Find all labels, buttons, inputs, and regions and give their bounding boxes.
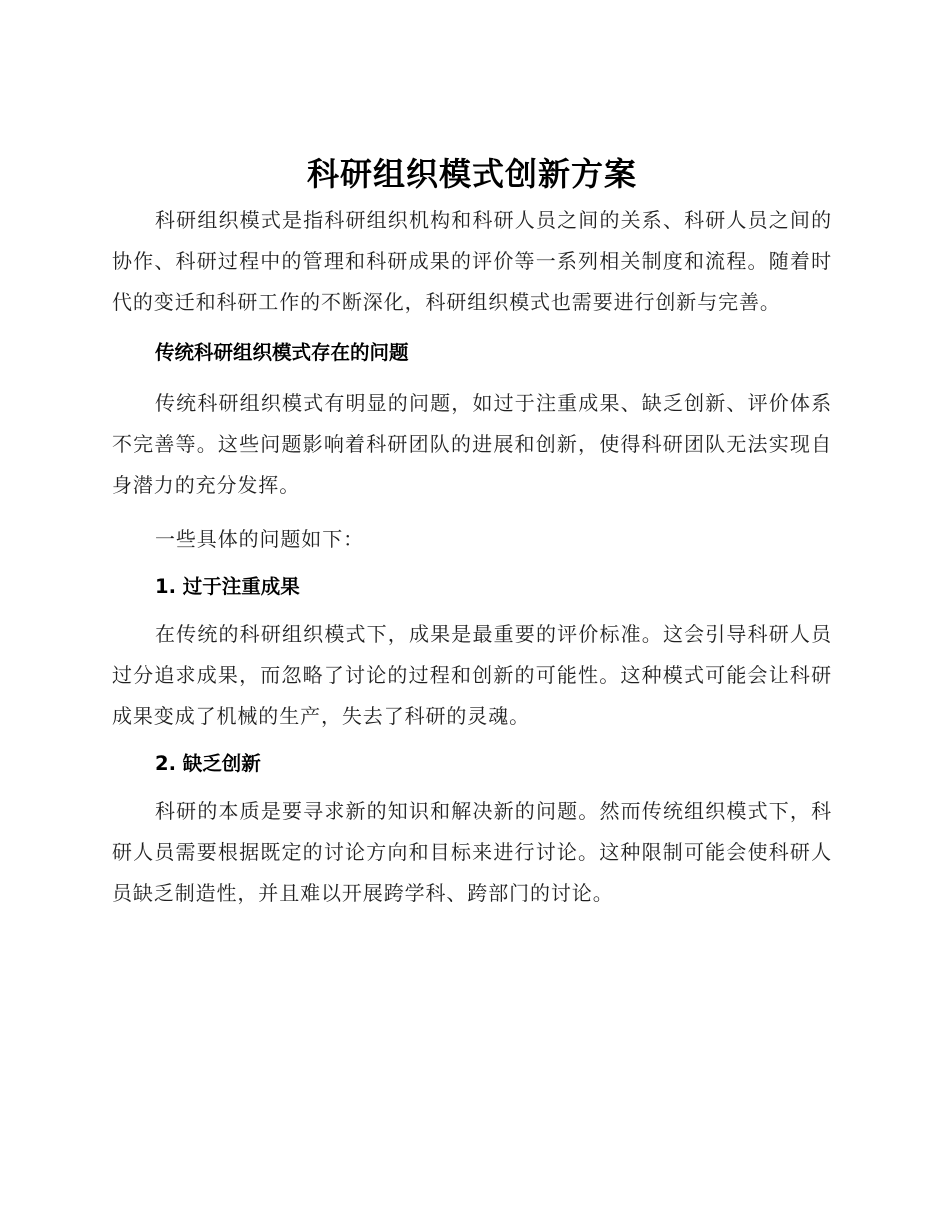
intro-paragraph: 科研组织模式是指科研组织机构和科研人员之间的关系、科研人员之间的协作、科研过程中的管理和科研成果的评价等一系列相关制度和流程。随着时代的变迁和科研工作的不断深化，科研组织模式也需要进行创新与完善。 <box>112 208 832 314</box>
spacer <box>112 506 832 519</box>
document-page <box>112 150 832 914</box>
section-heading-problems: 传统科研组织模式存在的问题 <box>155 341 409 364</box>
item-paragraph-2: 科研的本质是要寻求新的知识和解决新的问题。然而传统组织模式下，科研人员需要根据既定的讨论方向和目标来进行讨论。这种限制可能会使科研人员缺乏制造性，并且难以开展跨学科、跨部门的讨论。 <box>112 799 832 905</box>
section-paragraph-problems: 传统科研组织模式有明显的问题，如过于注重成果、缺乏创新、评价体系不完善等。这些问题影响着科研团队的进展和创新，使得科研团队无法实现自身潜力的充分发挥。 <box>112 391 832 497</box>
document-title: 科研组织模式创新方案 <box>306 155 637 193</box>
list-intro-paragraph: 一些具体的问题如下： <box>155 527 364 551</box>
item-heading-1: 1. 过于注重成果 <box>155 575 300 598</box>
item-heading-2: 2. 缺乏创新 <box>155 752 261 775</box>
item-paragraph-1: 在传统的科研组织模式下，成果是最重要的评价标准。这会引导科研人员过分追求成果，而忽略了讨论的过程和创新的可能性。这种模式可能会让科研成果变成了机械的生产，失去了科研的灵魂。 <box>112 622 832 728</box>
